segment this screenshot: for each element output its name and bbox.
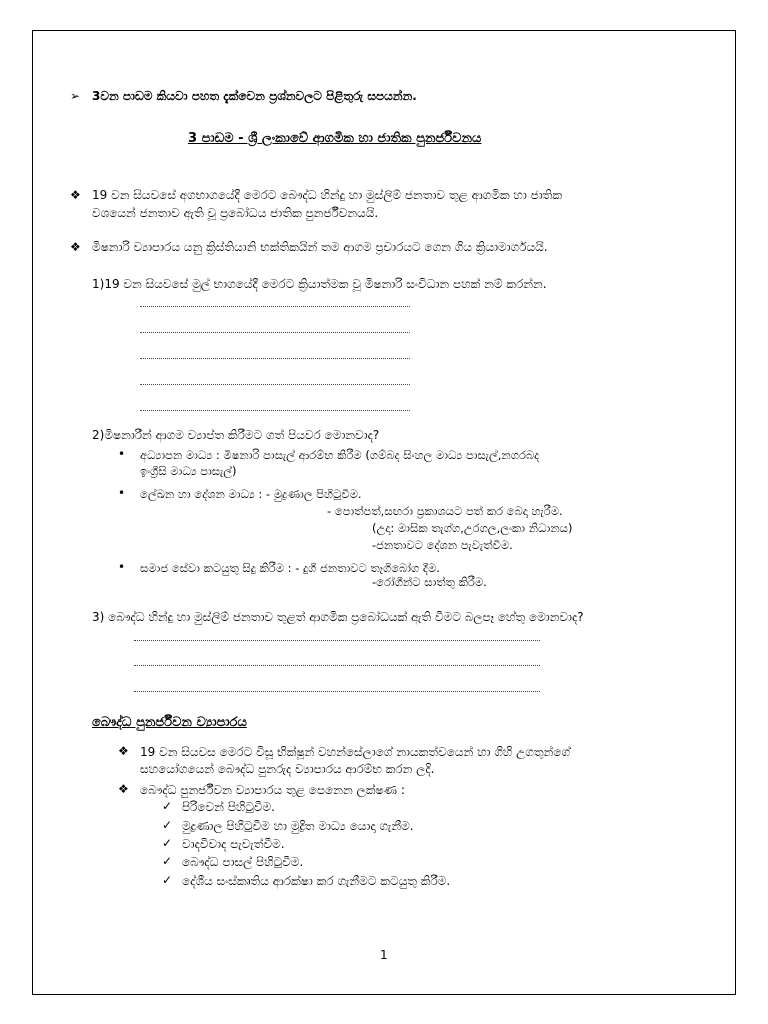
answer-line[interactable]	[140, 306, 410, 307]
dot-bullet-icon: •	[118, 447, 126, 461]
q2-bullet-3-line-1: සමාජ සේවා කටයුතු සිදු කිරීම : - දුගී ජනතාවට තෑගිබෝග දීම.	[140, 561, 440, 575]
q2-bullet-1-line-1: අධ්‍යාපන මාධ්‍ය : මිෂනාරි පාසැල් ආරම්භ කිරීම (ගම්බද සිංහල මාධ්‍ය පාසැල්,නගරබද	[140, 448, 540, 462]
check-item: වාදවිවාද පැවැත්වීම.	[182, 837, 285, 851]
question-1: 1)19 වන සියවසේ මුල් භාගයේදී මෙරට ක්‍රියාත්මක වූ මිෂනාරි සංවිධාන පහක් නම් කරන්න.	[92, 277, 547, 291]
answer-line[interactable]	[140, 332, 410, 333]
answer-line[interactable]	[140, 358, 410, 359]
q2-bullet-2-line-4: -ජනතාවට දේශන පැවැත්වීම.	[372, 538, 513, 552]
answer-line[interactable]	[134, 665, 540, 666]
q2-bullet-2-line-1: ලේඛන හා දේශන මාධ්‍ය : - මුද්‍රණාල පිහිටුවීම.	[140, 487, 362, 501]
check-item: දේශීය සංස්කෘතිය ආරක්ෂා කර ගැනීමට කටයුතු කිරීම.	[182, 874, 451, 888]
check-item: මුද්‍රණාල පිහිටුවීම හා මුද්‍රිත මාධ්‍ය යොදා ගැනීම.	[182, 819, 414, 833]
checkmark-icon: ✓	[162, 818, 173, 832]
diamond-bullet-icon: ❖	[118, 782, 129, 796]
q2-bullet-2-line-3: (උදා: මාසික තැග්ග,උරගල,ලංකා නිධානය)	[372, 521, 573, 535]
q2-bullet-2-line-2: - පොත්පත්,සඟරා ප්‍රකාශයට පත් කර බෙදා හැරීම.	[327, 504, 563, 518]
intro-paragraph-2: මිෂනාරි ව්‍යාපාරය යනු ක්‍රිස්තියානි භක්තිකයින් තම ආගම ප්‍රචාරයට ගෙන ගිය ක්‍රියාමාර්ගයයි.	[92, 240, 548, 254]
diamond-bullet-icon: ❖	[70, 240, 81, 254]
section-paragraph-1-line-2: සහයෝගයෙන් බෞද්ධ පුනරුද ව්‍යාපාරය ආරම්භ කරන ලදි.	[140, 762, 435, 776]
page-number: 1	[380, 948, 388, 962]
checkmark-icon: ✓	[162, 854, 173, 868]
arrow-bullet-icon: ➢	[70, 89, 81, 103]
answer-line[interactable]	[134, 640, 540, 641]
check-item: පිරිවෙන් පිහිටුවීම.	[182, 800, 275, 814]
checkmark-icon: ✓	[162, 873, 173, 887]
answer-line[interactable]	[134, 691, 540, 692]
question-3: 3) බෞද්ධ හින්දු හා මුස්ලිම් ජනතාව තුළත් ආගමික ප්‍රබෝධයක් ඇති වීමට බලපෑ හේතු මොනවාද?	[92, 610, 584, 624]
intro-paragraph-1-line-2: වශයෙන් ජනතාව ඇති වූ ප්‍රබෝධය ජාතික පුනර්ජීවනයයි.	[92, 206, 379, 220]
q2-bullet-3-line-2: -රෝගීන්ට සාත්තු කිරීම.	[372, 575, 487, 589]
intro-paragraph-1-line-1: 19 වන සියවසේ අගභාගයේදී මෙරට බෞද්ධ හින්දු හා මුස්ලිම් ජනතාව තුළ ආගමික හා ජාතික	[92, 188, 563, 202]
answer-line[interactable]	[140, 410, 410, 411]
checkmark-icon: ✓	[162, 836, 173, 850]
answer-line[interactable]	[140, 384, 410, 385]
instruction-text: 3වන පාඩම කියවා පහත දැක්වෙන ප්‍රශ්නවලට පිළිතුරු සපයන්න.	[92, 89, 417, 103]
diamond-bullet-icon: ❖	[70, 188, 81, 202]
dot-bullet-icon: •	[118, 486, 126, 500]
q2-bullet-1-line-2: ඉංග්‍රීසි මාධ්‍ය පාසැල්)	[140, 464, 237, 478]
section-paragraph-1-line-1: 19 වන සියවස මෙරට විසූ භික්ෂූන් වහන්සේලාගේ නායකත්වයෙන් හා ගිහි උගතුන්ගේ	[140, 745, 571, 759]
section-paragraph-2: බෞද්ධ පුනර්ජීවන ව්‍යාපාරය තුළ පෙනෙන ලක්ෂණ :	[140, 783, 405, 797]
dot-bullet-icon: •	[118, 560, 126, 574]
question-2: 2)මිෂනාරීන් ආගම ව්‍යාප්ත කිරීමට ගත් පියවර මොනවාද?	[92, 428, 380, 442]
checkmark-icon: ✓	[162, 799, 173, 813]
diamond-bullet-icon: ❖	[118, 744, 129, 758]
check-item: බෞද්ධ පාසල් පිහිටුවීම.	[182, 855, 304, 869]
page-title: 3 පාඩම - ශ්‍රී ලංකාවේ ආගමික හා ජාතික පුනර්ජීවනය	[188, 131, 482, 146]
section-title: බෞද්ධ පුනර්ජීවන ව්‍යාපාරය	[92, 715, 247, 730]
